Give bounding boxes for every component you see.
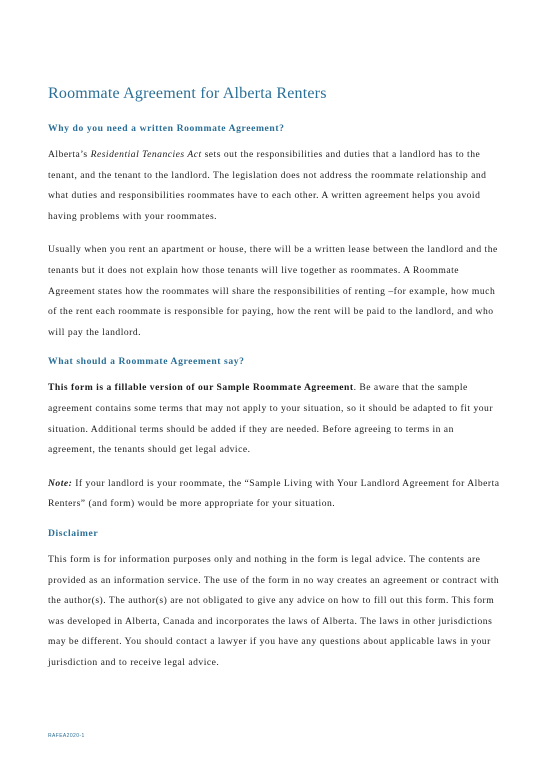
fillable-form-bold: This form is a fillable version of our Sample Roommate Agreement [48, 382, 354, 394]
note-label: Note: [48, 477, 73, 489]
document-content [48, 85, 500, 686]
section-heading-what: What should a Roommate Agreement say? [48, 356, 245, 368]
paragraph-why-2: Usually when you rent an apartment or house, there will be a written lease between the landlord and the tenants but it does not explain how those tenants will live together as roommates. A Roommate Agreement states how the roommates will share the responsibilities of renting –for example, how much of the rent each roommate is responsible for paying, how the rent will be paid to the landlord, and who will pay the landlord. [48, 244, 498, 338]
footer-code: RAFEA2020-1 [48, 733, 85, 739]
paragraph-disclaimer: This form is for information purposes only and nothing in the form is legal advice. The contents are provided as an information service. The use of the form in no way creates an agreement or contract with the author(s). The author(s) are not obligated to give any advice on how to fill out this form. This form was developed in Alberta, Canada and incorporates the laws of Alberta. The laws in other jurisdictions may be different. You should contact a lawyer if you have any questions about applicable laws in your jurisdiction and to receive legal advice. [48, 553, 500, 668]
act-name-italic: Residential Tenancies Act [90, 149, 202, 160]
text-rest: . Be aware that the sample agreement contains some terms that may not apply to your situation, so it should be adapted to fit your situation. Additional terms should be added if they are needed. Before agreeing to terms in an agreement, the tenants should get legal advice. [48, 382, 494, 456]
text-rest: If your landlord is your roommate, the “Sample Living with Your Landlord Agreement for Alberta Renters” (and form) would be more appropriate for your situation. [48, 477, 500, 510]
text-rest: sets out the responsibilities and duties that a landlord has to the tenant, and the tenant to the landlord. The legislation does not address the roommate relationship and what duties and responsibilities roommates have to each other. A written agreement helps you avoid having problems with your roommates. [48, 149, 487, 222]
document-title: Roommate Agreement for Alberta Renters [48, 85, 327, 102]
paragraph-what-1 [48, 378, 500, 460]
paragraph-what-2 [48, 474, 500, 515]
paragraph-why-1 [48, 145, 500, 227]
section-heading-why: Why do you need a written Roommate Agreement? [48, 123, 285, 134]
text-lead: Alberta’s [48, 149, 91, 160]
section-heading-disclaimer: Disclaimer [48, 527, 99, 539]
